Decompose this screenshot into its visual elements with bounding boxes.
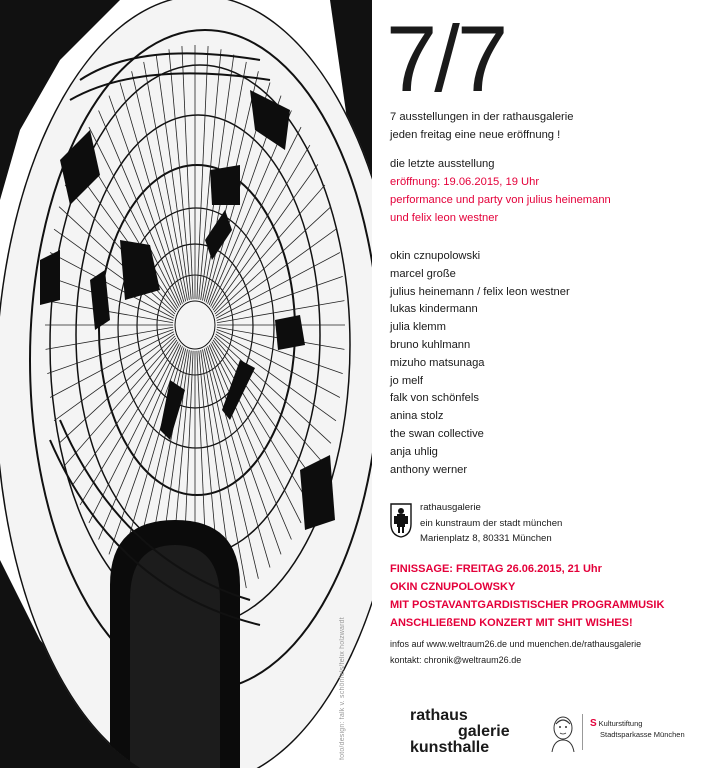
intro-line: 7 ausstellungen in der rathausgalerie	[390, 111, 574, 123]
munich-coat-of-arms-icon	[390, 502, 412, 538]
artist-name: anthony werner	[390, 463, 468, 476]
venue-line: rathausgalerie	[420, 502, 481, 513]
opening-date: eröffnung: 19.06.2015, 19 Uhr	[390, 176, 540, 188]
sparkasse-s-icon: S	[590, 718, 597, 729]
artist-name: lukas kindermann	[390, 303, 478, 316]
artist-name: the swan collective	[390, 427, 484, 440]
infos-link-line[interactable]: infos auf www.weltraum26.de und muenchen.de/rathausgalerie	[390, 639, 642, 649]
exhibition-title: 7/7	[386, 6, 506, 111]
artist-name: okin cznupolowski	[390, 250, 481, 262]
artist-name: marcel große	[390, 267, 456, 280]
artist-name: jo melf	[390, 374, 423, 387]
artist-name: bruno kuhlmann	[390, 338, 471, 351]
portrait-sketch-icon	[548, 712, 578, 752]
rathausgalerie-kunsthalle-logo	[410, 706, 528, 756]
logo-word: rathaus	[410, 707, 468, 724]
logo-divider	[582, 714, 583, 750]
artist-name: falk von schönfels	[390, 392, 479, 405]
venue-line: ein kunstraum der stadt münchen	[420, 517, 563, 529]
venue-info	[390, 500, 710, 548]
intro-text	[390, 108, 573, 144]
intro-line: jeden freitag eine neue eröffnung !	[390, 129, 561, 141]
poster-text-column	[386, 0, 720, 768]
contact-email-line[interactable]: kontakt: chronik@weltraum26.de	[390, 655, 522, 665]
artist-list	[390, 248, 570, 479]
sponsor-logos	[390, 700, 720, 760]
finissage-info	[390, 560, 664, 632]
artist-name: julius heinemann / felix leon westner	[390, 285, 570, 298]
performance-line: und felix leon westner	[390, 212, 499, 224]
performance-line: performance und party von julius heinemann	[390, 194, 611, 206]
artist-name: julia klemm	[390, 321, 446, 334]
artist-name: anja uhlig	[390, 445, 438, 458]
contact-info	[390, 636, 641, 668]
kultur-line: Kulturstiftung	[598, 719, 643, 728]
artist-name: anina stolz	[390, 410, 444, 423]
kulturstiftung-logo	[590, 718, 685, 740]
venue-address	[420, 500, 562, 547]
photo-credit: foto/design: falk v. schönfels/felix holzwardt	[339, 617, 346, 760]
finissage-line: MIT POSTAVANTGARDISTISCHER PROGRAMMUSIK	[390, 599, 665, 611]
latest-label: die letzte ausstellung	[390, 158, 495, 170]
venue-line: Marienplatz 8, 80331 München	[420, 533, 552, 544]
logo-word: galerie	[458, 723, 510, 740]
finissage-line: OKIN CZNUPOLOWSKY	[390, 581, 516, 593]
latest-exhibition	[390, 155, 611, 227]
finissage-line: FINISSAGE: FREITAG 26.06.2015, 21 Uhr	[390, 563, 602, 575]
kultur-line: Stadtsparkasse München	[600, 730, 685, 739]
logo-word: kunsthalle	[410, 739, 490, 756]
finissage-line: ANSCHLIEßEND KONZERT MIT SHIT WISHES!	[390, 617, 633, 629]
artist-name: mizuho matsunaga	[390, 356, 485, 369]
